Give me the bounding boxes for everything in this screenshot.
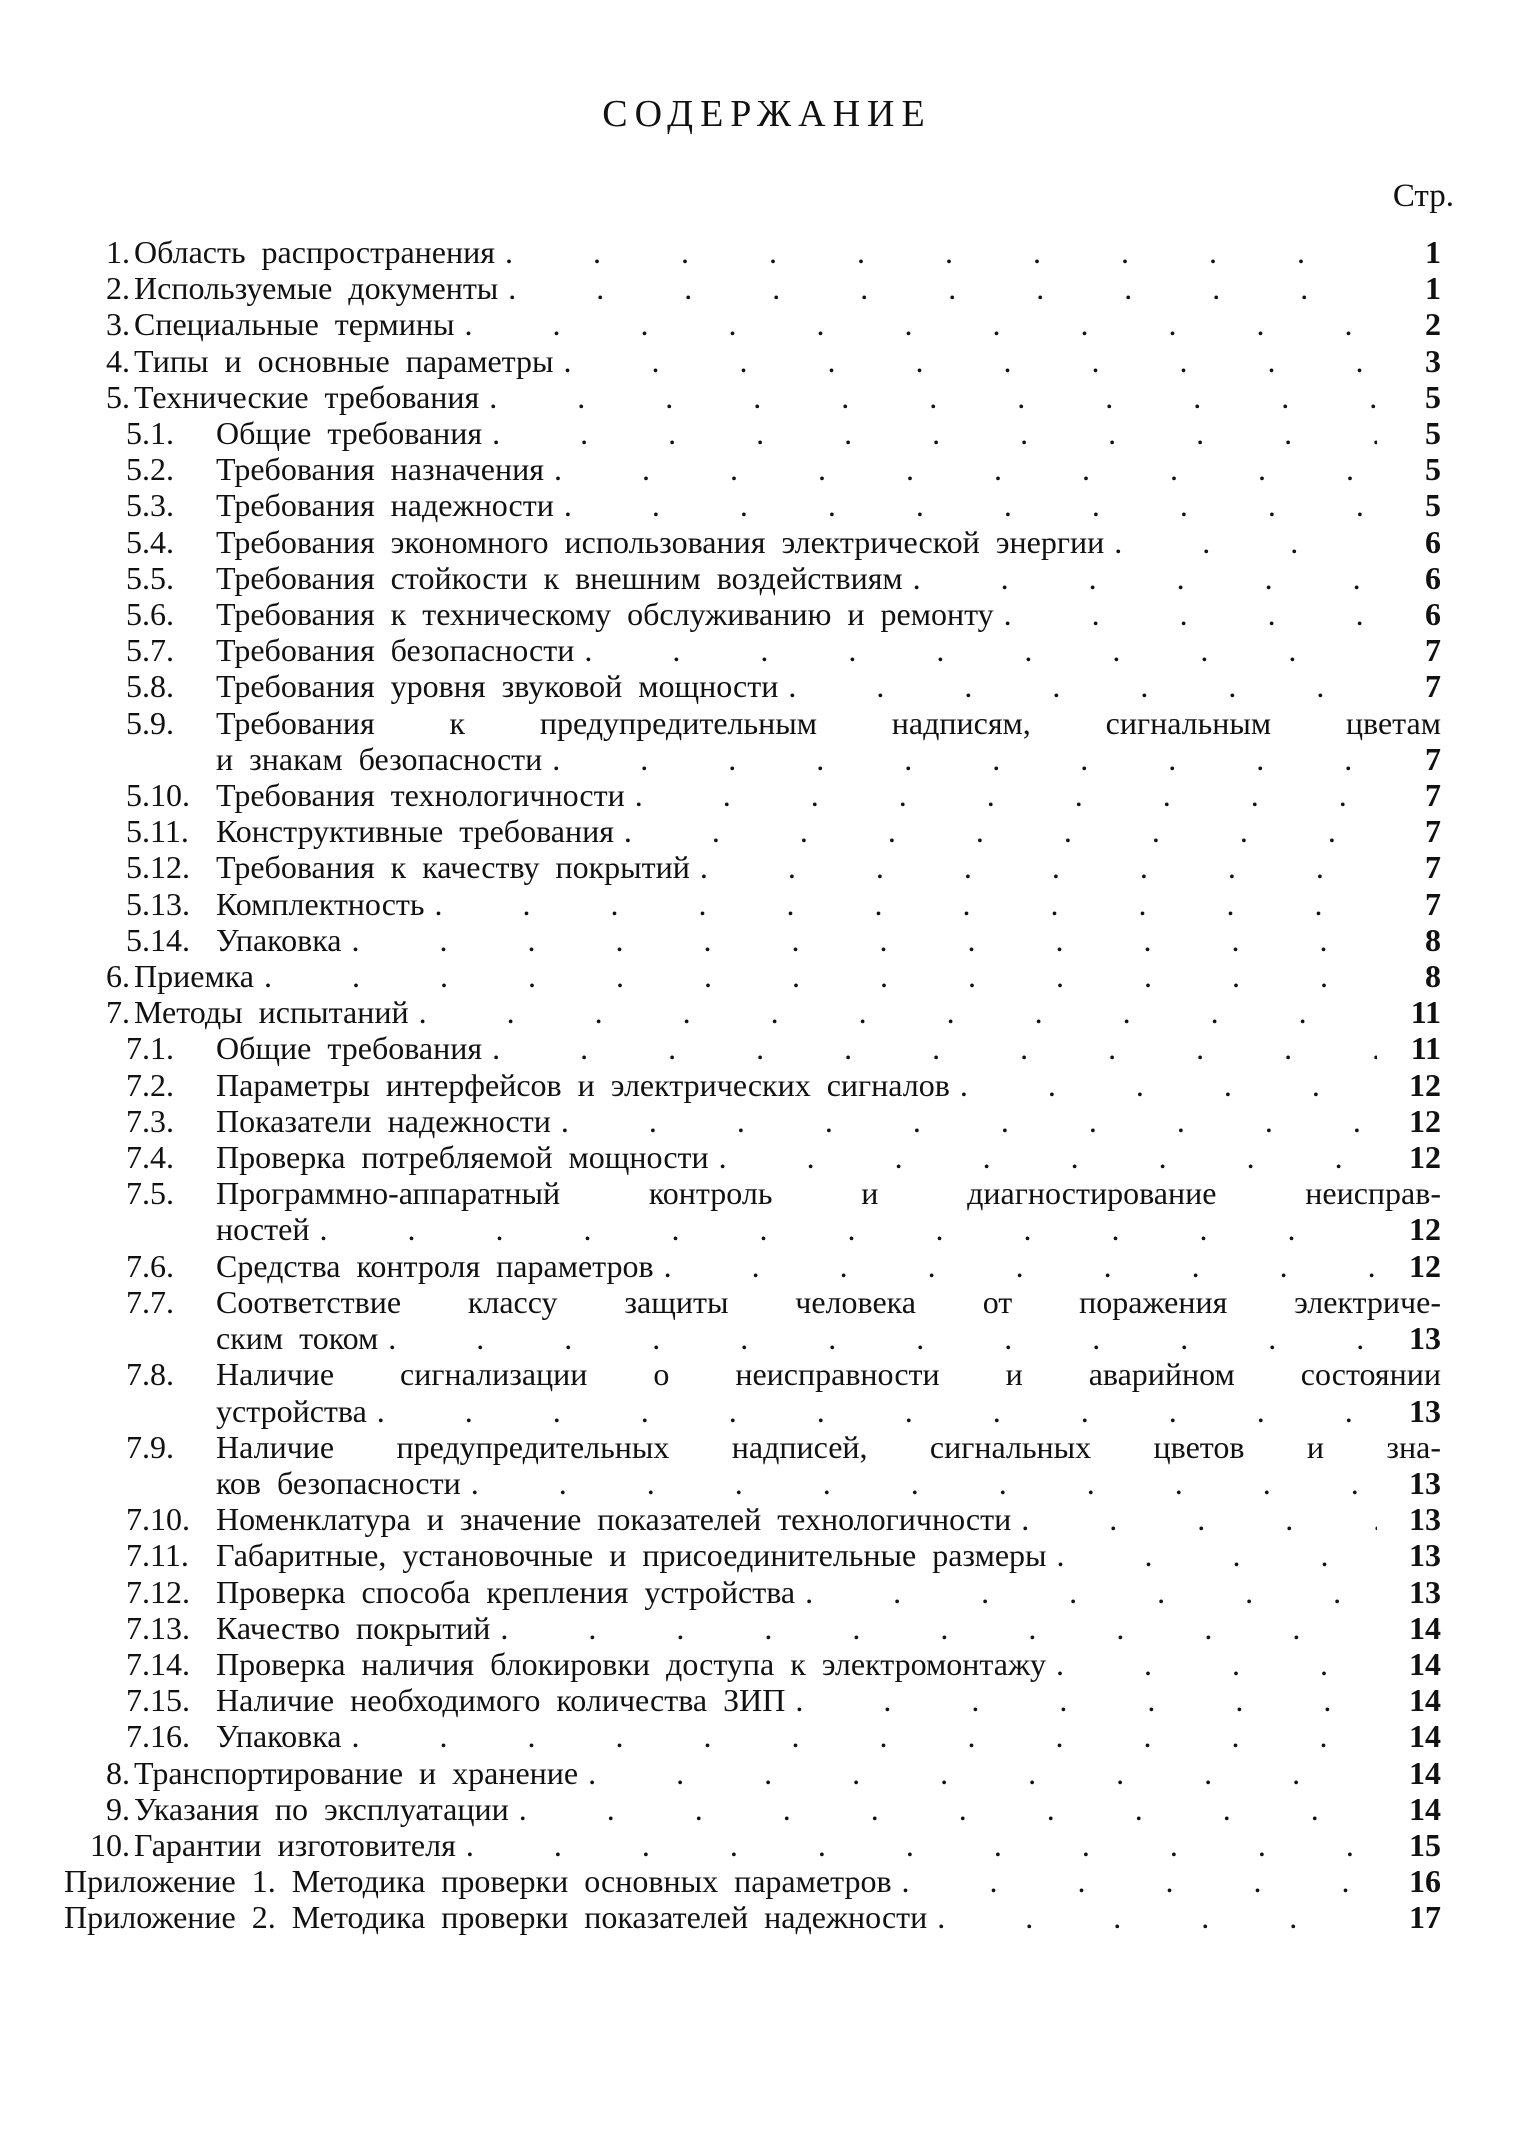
- toc-entry: [64, 1030, 1441, 1066]
- toc-entry: [64, 632, 1441, 668]
- toc-entry: [64, 849, 1441, 885]
- toc-entry-line: [216, 1139, 1441, 1175]
- toc-entry-number: 7.14.: [126, 1645, 190, 1682]
- toc-entry-page: 13: [1409, 1392, 1441, 1429]
- toc-entry: [64, 1718, 1441, 1754]
- toc-entry-line: [216, 560, 1441, 596]
- toc-entry-title: Типы и основные параметры: [134, 342, 554, 379]
- dot-leader: [788, 668, 1377, 704]
- toc-entry: [64, 1175, 1441, 1247]
- toc-entry-number: 7.16.: [126, 1718, 190, 1755]
- toc-entry: [64, 306, 1441, 342]
- toc-entry-line: [216, 668, 1441, 704]
- dot-leader: [351, 1718, 1377, 1754]
- toc-entry-number: 7.13.: [126, 1609, 190, 1646]
- toc-entry-page: 8: [1425, 921, 1441, 958]
- toc-entry-title: Требования экономного использования электрической энергии: [216, 523, 1105, 560]
- toc-entry-number-text: 4.: [106, 342, 130, 379]
- dot-leader: [805, 1574, 1377, 1610]
- toc-entry-line: [216, 1682, 1441, 1718]
- page-column-header: Стр.: [1392, 178, 1454, 214]
- toc-entry-page: 8: [1425, 958, 1441, 995]
- toc-entry-page: 12: [1409, 1139, 1441, 1176]
- toc-entry-line: [216, 1067, 1441, 1103]
- toc-entry-line: [64, 1899, 1441, 1935]
- toc-entry-page: 14: [1409, 1609, 1441, 1646]
- toc-entry-number: 7.10.: [126, 1501, 190, 1538]
- toc-entry-number-text: 10.: [90, 1826, 130, 1863]
- toc-entry-line: [216, 741, 1441, 777]
- dot-leader: [564, 343, 1377, 379]
- toc-entry: [64, 343, 1441, 379]
- toc-entry-line: [216, 1393, 1441, 1429]
- toc-entry-title: Требования к качеству покрытий: [216, 849, 690, 886]
- toc-entry-line: [216, 1211, 1441, 1247]
- toc-entry-number: 5.13.: [126, 885, 190, 922]
- toc-entry-title: Требования безопасности: [216, 632, 575, 669]
- toc-entry: [64, 1574, 1441, 1610]
- toc-entry-title: Проверка способа крепления устройства: [216, 1573, 796, 1610]
- toc-entry-page: 7: [1425, 849, 1441, 886]
- toc-entry-title: Габаритные, установочные и присоединительные размеры: [216, 1537, 1047, 1574]
- toc-entry-line: [216, 1030, 1441, 1066]
- toc-entry-title: Средства контроля параметров: [216, 1247, 654, 1284]
- toc-entry-number-text: 5.: [106, 378, 130, 415]
- toc-entry: [64, 886, 1441, 922]
- toc-entry: [64, 1103, 1441, 1139]
- dot-leader: [508, 270, 1377, 306]
- toc-entry-title: Программно-аппаратный контроль и диагностирование неисправ-: [216, 1175, 1441, 1212]
- toc-entry-page: 6: [1425, 559, 1441, 596]
- toc-entry-title: Проверка наличия блокировки доступа к электромонтажу: [216, 1645, 1047, 1682]
- toc-entry-number: 7.6.: [126, 1247, 174, 1284]
- toc-entry-line: [216, 922, 1441, 958]
- dot-leader: [388, 1320, 1377, 1356]
- toc-entry-number: 7.15.: [126, 1682, 190, 1719]
- toc-entry-title: и знакам безопасности: [216, 740, 543, 777]
- page-title: СОДЕРЖАНИЕ: [602, 93, 932, 135]
- toc-entry-page: 6: [1425, 523, 1441, 560]
- toc-entry-line: [134, 234, 1441, 270]
- toc-entry-page: 15: [1409, 1826, 1441, 1863]
- toc-entry-number-text: 8.: [106, 1754, 130, 1791]
- toc-entry-title: устройства: [216, 1392, 367, 1429]
- toc-entry-line: [216, 1574, 1441, 1610]
- dot-leader: [505, 234, 1377, 270]
- toc-entry-number: 7.1.: [126, 1030, 174, 1067]
- toc-entry-page: 7: [1425, 668, 1441, 705]
- toc-entry-title: Конструктивные требования: [216, 813, 614, 850]
- toc-entry-line: [216, 1284, 1441, 1320]
- toc-entry-number: 5.8.: [126, 668, 174, 705]
- dot-leader: [466, 1827, 1377, 1863]
- dot-leader: [795, 1682, 1377, 1718]
- dot-leader: [465, 306, 1378, 342]
- toc-entry-title: Технические требования: [134, 378, 480, 415]
- toc-entry-line: [216, 1501, 1441, 1537]
- toc-entry-line: [216, 415, 1441, 451]
- toc-entry-title: Наличие необходимого количества ЗИП: [216, 1682, 786, 1719]
- toc-entry-page: 14: [1409, 1682, 1441, 1719]
- toc-entry-title: Общие требования: [216, 1030, 483, 1067]
- dot-leader: [489, 379, 1377, 415]
- toc-entry-title: Транспортирование и хранение: [134, 1754, 579, 1791]
- toc-entry-line: [216, 451, 1441, 487]
- dot-leader: [435, 886, 1378, 922]
- dot-leader: [561, 1103, 1377, 1139]
- toc-entry: [64, 1067, 1441, 1103]
- toc-entry-number: 5.2.: [126, 451, 174, 488]
- dot-leader: [1056, 1646, 1377, 1682]
- toc-entry-title: ков безопасности: [216, 1464, 461, 1501]
- toc-entry-page: 13: [1409, 1464, 1441, 1501]
- toc-entry-page: 7: [1425, 632, 1441, 669]
- toc-entry-page: 12: [1409, 1211, 1441, 1248]
- toc-entry-number-text: 1.: [106, 234, 130, 270]
- dot-leader: [1057, 1537, 1377, 1573]
- toc-entry-title: Гарантии изготовителя: [134, 1826, 456, 1863]
- toc-entry: [64, 596, 1441, 632]
- dot-leader: [519, 1791, 1377, 1827]
- toc-entry-title: Требования надежности: [216, 487, 554, 524]
- dot-leader: [552, 741, 1377, 777]
- dot-leader: [624, 813, 1377, 849]
- toc-entry-number-text: 6.: [106, 958, 130, 995]
- toc-entry: [64, 1429, 1441, 1501]
- toc-entry-number: 5.5.: [126, 559, 174, 596]
- toc-entry-title: Приложение 2. Методика проверки показателей надежности: [64, 1899, 928, 1936]
- toc-entry-page: 7: [1425, 885, 1441, 922]
- toc-entry-number-text: 2.: [106, 270, 130, 307]
- toc-entry-line: [216, 777, 1441, 813]
- dot-leader: [1021, 1501, 1377, 1537]
- toc-entry-line: [216, 886, 1441, 922]
- table-of-contents: [64, 234, 1441, 1936]
- toc-entry-line: [134, 958, 1441, 994]
- toc-entry: [64, 379, 1441, 415]
- toc-entry-title: ностей: [216, 1211, 310, 1248]
- toc-entry-line: [216, 1718, 1441, 1754]
- toc-entry-title: Используемые документы: [134, 270, 499, 307]
- toc-entry-title: Общие требования: [216, 415, 483, 452]
- toc-entry-title: Параметры интерфейсов и электрических сигналов: [216, 1066, 950, 1103]
- toc-entry-number-text: 7.: [106, 994, 130, 1031]
- toc-entry-page: 11: [1410, 994, 1441, 1031]
- dot-leader: [319, 1211, 1377, 1247]
- toc-entry-line: [134, 1791, 1441, 1827]
- dot-leader: [913, 560, 1377, 596]
- dot-leader: [564, 487, 1377, 523]
- toc-entry-line: [216, 1646, 1441, 1682]
- toc-entry-line: [216, 1175, 1441, 1211]
- toc-entry-page: 12: [1409, 1066, 1441, 1103]
- dot-leader: [1114, 524, 1377, 560]
- toc-entry-title: Качество покрытий: [216, 1609, 491, 1646]
- toc-entry-page: 11: [1410, 1030, 1441, 1067]
- toc-entry: [64, 487, 1441, 523]
- dot-leader: [554, 451, 1377, 487]
- toc-entry-page: 13: [1409, 1573, 1441, 1610]
- toc-entry-number-text: 9.: [106, 1790, 130, 1827]
- toc-entry-title: Номенклатура и значение показателей технологичности: [216, 1501, 1012, 1538]
- dot-leader: [492, 415, 1377, 451]
- dot-leader: [664, 1248, 1377, 1284]
- toc-entry-number: 7.7.: [126, 1283, 174, 1320]
- toc-entry-page: 13: [1409, 1537, 1441, 1574]
- dot-leader: [419, 994, 1377, 1030]
- toc-entry-page: 5: [1425, 415, 1441, 452]
- toc-entry-title: Требования уровня звуковой мощности: [216, 668, 779, 705]
- toc-entry: [64, 1501, 1441, 1537]
- toc-entry: [64, 1899, 1441, 1935]
- dot-leader: [471, 1465, 1377, 1501]
- toc-entry-line: [216, 1320, 1441, 1356]
- toc-entry-line: [64, 1863, 1441, 1899]
- toc-entry: [64, 777, 1441, 813]
- toc-entry: [64, 451, 1441, 487]
- toc-entry-page: 14: [1409, 1645, 1441, 1682]
- toc-entry-title: Указания по эксплуатации: [134, 1790, 509, 1827]
- toc-entry: [64, 1827, 1441, 1863]
- toc-entry-number: 5.4.: [126, 523, 174, 560]
- toc-entry-line: [134, 994, 1441, 1030]
- dot-leader: [584, 632, 1377, 668]
- toc-entry-number: 7.4.: [126, 1139, 174, 1176]
- toc-entry-page: 13: [1409, 1320, 1441, 1357]
- toc-entry-title: Упаковка: [216, 921, 342, 958]
- dot-leader: [351, 922, 1377, 958]
- toc-entry-title: Специальные термины: [134, 306, 455, 343]
- toc-entry-number: 5.9.: [126, 704, 174, 741]
- toc-entry-line: [216, 596, 1441, 632]
- toc-entry-title: Требования к предупредительным надписям, сигнальным цветам: [216, 704, 1441, 741]
- toc-entry-page: 1: [1425, 234, 1441, 270]
- toc-entry: [64, 813, 1441, 849]
- dot-leader: [937, 1899, 1377, 1935]
- toc-entry: [64, 415, 1441, 451]
- toc-entry-number: 7.11.: [126, 1537, 189, 1574]
- toc-entry-title: Область распространения: [134, 234, 495, 270]
- dot-leader: [500, 1610, 1377, 1646]
- dot-leader: [588, 1755, 1377, 1791]
- toc-entry-page: 3: [1425, 342, 1441, 379]
- toc-entry: [64, 1248, 1441, 1284]
- toc-entry-page: 12: [1409, 1247, 1441, 1284]
- toc-entry-page: 14: [1409, 1718, 1441, 1755]
- toc-entry-page: 5: [1425, 451, 1441, 488]
- toc-entry: [64, 1863, 1441, 1899]
- dot-leader: [1004, 596, 1377, 632]
- toc-entry: [64, 1356, 1441, 1428]
- toc-entry-number: 5.7.: [126, 632, 174, 669]
- toc-entry-line: [216, 849, 1441, 885]
- toc-entry-title: ским током: [216, 1320, 379, 1357]
- toc-entry: [64, 922, 1441, 958]
- toc-entry-line: [216, 632, 1441, 668]
- toc-entry-page: 7: [1425, 777, 1441, 814]
- toc-entry-number: 5.1.: [126, 415, 174, 452]
- toc-entry-line: [134, 1827, 1441, 1863]
- toc-entry-page: 6: [1425, 596, 1441, 633]
- toc-entry-page: 14: [1409, 1790, 1441, 1827]
- toc-entry-title: Показатели надежности: [216, 1102, 551, 1139]
- toc-entry-title: Методы испытаний: [134, 994, 409, 1031]
- toc-entry-page: 13: [1409, 1501, 1441, 1538]
- toc-entry-line: [216, 1356, 1441, 1392]
- toc-entry-title: Упаковка: [216, 1718, 342, 1755]
- toc-entry-title: Наличие сигнализации о неисправности и аварийном состоянии: [216, 1356, 1441, 1393]
- toc-entry-page: 17: [1409, 1899, 1441, 1936]
- toc-entry-line: [134, 270, 1441, 306]
- toc-entry-number: 7.9.: [126, 1428, 174, 1465]
- toc-entry-number: 5.12.: [126, 849, 190, 886]
- toc-entry-number: 5.10.: [126, 777, 190, 814]
- dot-leader: [635, 777, 1377, 813]
- toc-entry: [64, 1284, 1441, 1356]
- toc-entry-number: 5.6.: [126, 596, 174, 633]
- toc-entry-page: 12: [1409, 1102, 1441, 1139]
- toc-entry-page: 1: [1425, 270, 1441, 307]
- dot-leader: [719, 1139, 1377, 1175]
- toc-entry-line: [216, 705, 1441, 741]
- toc-entry-number: 5.3.: [126, 487, 174, 524]
- toc-entry-title: Требования к техническому обслуживанию и ремонту: [216, 596, 994, 633]
- toc-entry-page: 7: [1425, 740, 1441, 777]
- toc-entry-title: Приложение 1. Методика проверки основных параметров: [64, 1863, 892, 1900]
- toc-entry-title: Комплектность: [216, 885, 425, 922]
- toc-entry-line: [134, 1755, 1441, 1791]
- dot-leader: [902, 1863, 1377, 1899]
- toc-entry-number: 7.12.: [126, 1573, 190, 1610]
- toc-entry: [64, 270, 1441, 306]
- toc-entry-page: 2: [1425, 306, 1441, 343]
- toc-entry: [64, 668, 1441, 704]
- toc-entry: [64, 705, 1441, 777]
- toc-entry-line: [216, 524, 1441, 560]
- toc-entry-line: [134, 379, 1441, 415]
- toc-entry-line: [216, 487, 1441, 523]
- toc-entry-title: Требования назначения: [216, 451, 544, 488]
- toc-entry: [64, 1610, 1441, 1646]
- toc-entry-line: [216, 1610, 1441, 1646]
- dot-leader: [492, 1030, 1377, 1066]
- toc-entry-number-text: 3.: [106, 306, 130, 343]
- dot-leader: [377, 1393, 1377, 1429]
- toc-entry-page: 5: [1425, 487, 1441, 524]
- toc-entry-line: [216, 1465, 1441, 1501]
- toc-entry: [64, 1755, 1441, 1791]
- toc-entry-title: Проверка потребляемой мощности: [216, 1139, 709, 1176]
- toc-entry-line: [216, 813, 1441, 849]
- toc-entry-number: 7.2.: [126, 1066, 174, 1103]
- toc-entry-title: Требования технологичности: [216, 777, 625, 814]
- toc-entry-line: [216, 1537, 1441, 1573]
- toc-entry-line: [216, 1103, 1441, 1139]
- toc-entry-number: 7.5.: [126, 1175, 174, 1212]
- dot-leader: [700, 849, 1377, 885]
- toc-entry-number: 5.11.: [126, 813, 189, 850]
- toc-entry: [64, 234, 1441, 270]
- toc-entry-page: 7: [1425, 813, 1441, 850]
- toc-entry-line: [216, 1248, 1441, 1284]
- toc-entry-page: 5: [1425, 378, 1441, 415]
- toc-entry-title: Требования стойкости к внешним воздействиям: [216, 559, 903, 596]
- toc-entry: [64, 560, 1441, 596]
- toc-entry-title: Приемка: [134, 958, 254, 995]
- toc-entry: [64, 524, 1441, 560]
- toc-entry: [64, 1791, 1441, 1827]
- toc-entry-number: 7.3.: [126, 1102, 174, 1139]
- toc-entry-page: 16: [1409, 1863, 1441, 1900]
- toc-entry-title: Соответствие классу защиты человека от поражения электриче-: [216, 1283, 1441, 1320]
- toc-entry-line: [134, 343, 1441, 379]
- toc-entry: [64, 958, 1441, 994]
- toc-entry: [64, 994, 1441, 1030]
- toc-entry-line: [216, 1429, 1441, 1465]
- toc-entry-number: 7.8.: [126, 1356, 174, 1393]
- dot-leader: [960, 1067, 1377, 1103]
- toc-entry: [64, 1139, 1441, 1175]
- toc-entry: [64, 1682, 1441, 1718]
- toc-entry-title: Наличие предупредительных надписей, сигнальных цветов и зна-: [216, 1428, 1441, 1465]
- toc-entry: [64, 1646, 1441, 1682]
- toc-entry-page: 14: [1409, 1754, 1441, 1791]
- toc-entry: [64, 1537, 1441, 1573]
- toc-entry-line: [134, 306, 1441, 342]
- toc-entry-number: 5.14.: [126, 921, 190, 958]
- dot-leader: [264, 958, 1377, 994]
